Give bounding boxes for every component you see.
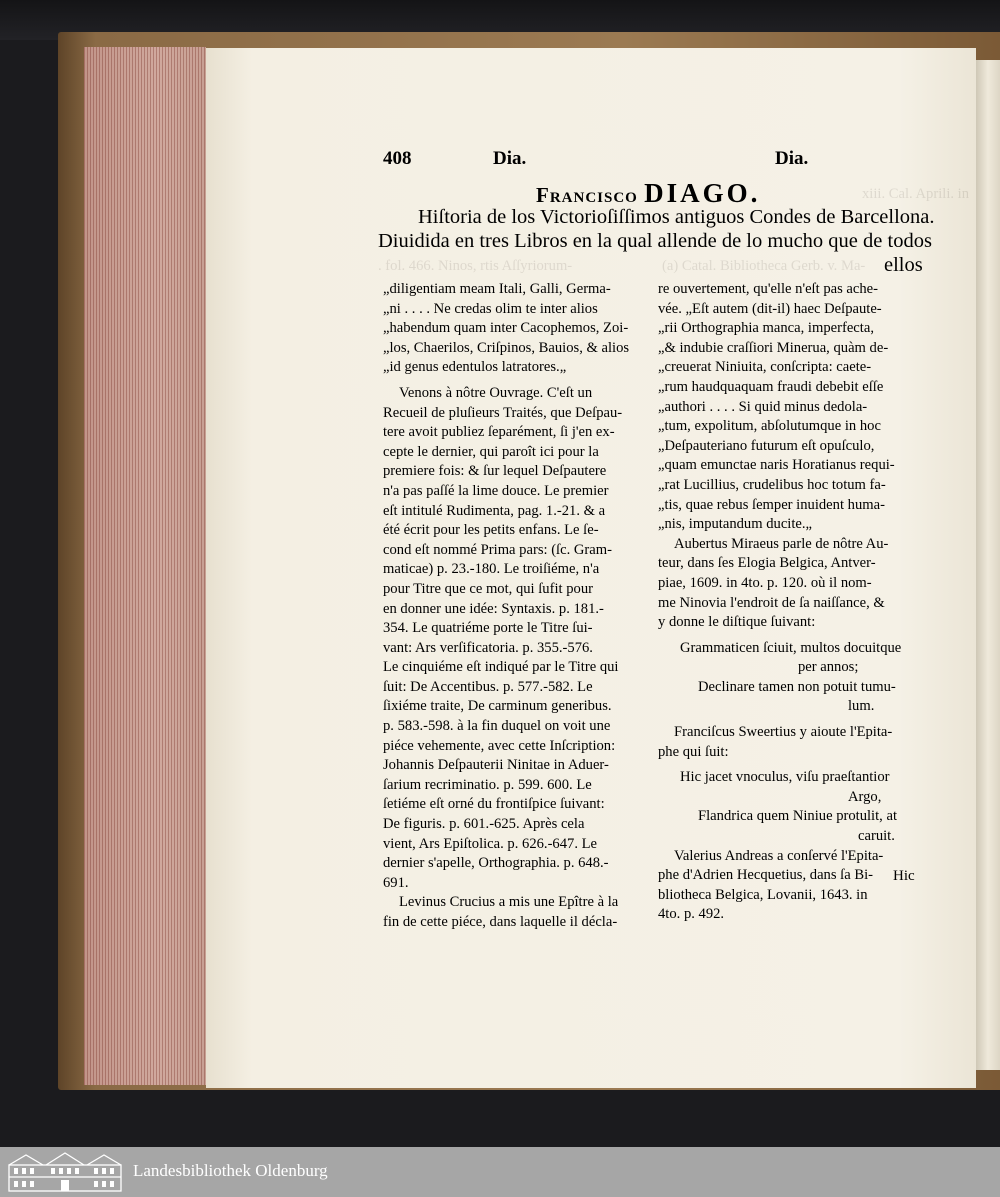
text-line: piéce vehemente, avec cette Inſcription: [383, 737, 616, 754]
text-line: vient, Ars Epiſtolica. p. 626.-647. Le [383, 835, 598, 852]
show-through-text: (a) Catal. Bibliotheca Gerb. v. Ma- [662, 258, 866, 274]
text-line: De figuris. p. 601.-625. Après cela [383, 816, 585, 833]
text-line: été écrit pour les petits enfans. Le ſe- [383, 522, 599, 539]
text-line: pour Titre que ce mot, qui ſufit pour [383, 580, 593, 597]
text-line: Aubertus Miraeus parle de nôtre Au- [674, 535, 889, 552]
text-line: phe d'Adrien Hecquetius, dans ſa Bi- [658, 867, 873, 884]
text-line: „diligentiam meam Itali, Galli, Germa- [383, 281, 611, 297]
text-line: Valerius Andreas a conſervé l'Epita- [674, 847, 884, 864]
text-line: en donner une idée: Syntaxis. p. 181.- [383, 600, 604, 617]
entry-author [536, 178, 760, 209]
entry-title-line-3: ellos [884, 254, 923, 276]
text-line: teur, dans ſes Elogia Belgica, Antver- [658, 555, 876, 572]
text-line: me Ninovia l'endroit de ſa naiſſance, & [658, 594, 885, 611]
text-line: dernier s'apelle, Orthographia. p. 648.- [383, 855, 609, 872]
text-line: 354. Le quatriéme porte le Titre ſui- [383, 620, 593, 637]
text-line: „quam emunctae naris Horatianus requi- [658, 457, 895, 474]
library-building-logo-icon [6, 1151, 124, 1193]
text-line: „nis, imputandum ducite.„ [658, 516, 813, 533]
left-column [383, 280, 641, 933]
text-line: „rum haudquaquam fraudi debebit eſſe [658, 378, 884, 395]
text-line: vée. „Eſt autem (dit-il) haec Deſpaute- [658, 300, 882, 317]
text-line: y donne le diſtique ſuivant: [658, 614, 816, 631]
verse-line: Argo, [848, 788, 882, 805]
text-line: „creuerat Niniuita, conſcripta: caete- [658, 359, 872, 376]
verse-line: Declinare tamen non potuit tumu- [698, 678, 896, 695]
text-line: bliotheca Belgica, Lovanii, 1643. in [658, 886, 868, 903]
text-line: eſt intitulé Rudimenta, pag. 1.-21. & a [383, 502, 606, 519]
verse-line: caruit. [858, 828, 895, 845]
verse-line: lum. [848, 698, 875, 715]
verse-line: per annos; [798, 659, 859, 676]
show-through-text: . fol. 466. Ninos, rtis Aſſyriorum- [378, 258, 573, 274]
author-last-name: DIAGO. [644, 178, 761, 208]
text-line: piae, 1609. in 4to. p. 120. où il nom- [658, 574, 872, 591]
text-line: „Deſpauteriano futurum eſt opuſculo, [658, 437, 875, 454]
entry-title-line-2: Diuidida en tres Libros en la qual allende de lo mucho que de todos [378, 230, 932, 252]
text-line: Franciſcus Sweertius y aioute l'Epita- [674, 724, 893, 741]
text-line: ſetiéme eſt orné du frontiſpice ſuivant: [383, 796, 605, 813]
text-line: „tum, expolitum, abſolutumque in hoc [658, 418, 881, 435]
text-line: „tis, quae rebus ſemper inuident huma- [658, 496, 885, 513]
text-line: vant: Ars verſificatoria. p. 355.-576. [383, 639, 593, 656]
right-column [658, 280, 920, 925]
text-line: cepte le dernier, qui paroît ici pour la [383, 443, 599, 460]
facing-page-edge [976, 60, 1000, 1070]
text-line: „ni . . . . Ne credas olim te inter alios [383, 300, 598, 317]
text-line: „rat Lucillius, crudelibus hoc totum fa- [658, 476, 886, 493]
text-line: maticae) p. 23.-180. Le troiſiéme, n'a [383, 561, 600, 578]
text-line: n'a pas paſſé la lime douce. Le premier [383, 482, 609, 499]
text-line: ſarium recriminatio. p. 599. 600. Le [383, 776, 592, 793]
author-first-name: Francisco [536, 183, 638, 207]
text-line: „habendum quam inter Cacophemos, Zoi- [383, 320, 629, 337]
text-line: re ouvertement, qu'elle n'eſt pas ache- [658, 281, 879, 297]
text-line: Johannis Deſpauterii Ninitae in Aduer- [383, 757, 609, 774]
text-line: p. 583.-598. à la fin duquel on voit une [383, 718, 611, 735]
running-head-left: Dia. [493, 148, 527, 169]
text-line: phe qui ſuit: [658, 743, 729, 760]
verse-line: Hic jacet vnoculus, viſu praeſtantior [680, 769, 890, 786]
text-line: „los, Chaerilos, Criſpinos, Bauios, & alios [383, 339, 630, 356]
text-line: fin de cette piéce, dans laquelle il décla- [383, 914, 618, 930]
text-line: 691. [383, 874, 409, 891]
text-line: „rii Orthographia manca, imperfecta, [658, 320, 874, 337]
entry-title-line-1: Hiſtoria de los Victorioſiſſimos antiguos Condes de Barcellona. [418, 206, 935, 228]
catchword: Hic [893, 868, 915, 884]
text-line: Levinus Crucius a mis une Epître à la [399, 894, 619, 911]
text-line: cond eſt nommé Prima pars: (ſc. Gram- [383, 541, 612, 558]
show-through-text: xiii. Cal. Aprili. in [862, 186, 970, 202]
footer-bar [0, 1147, 1000, 1197]
running-head-right: Dia. [775, 148, 809, 169]
text-line: „authori . . . . Si quid minus dedola- [658, 398, 868, 415]
verse-line: Grammaticen ſciuit, multos docuitque [680, 639, 902, 656]
text-line: Le cinquiéme eſt indiqué par le Titre qui [383, 659, 619, 676]
text-line: ſixiéme traite, De carminum generibus. [383, 698, 612, 715]
text-line: 4to. p. 492. [658, 906, 725, 923]
text-line: premiere fois: & ſur lequel Deſpautere [383, 463, 607, 480]
text-line: „id genus edentulos latratores.„ [383, 359, 567, 376]
verse-line: Flandrica quem Niniue protulit, at [698, 808, 897, 825]
text-line: „& indubie craſſiori Minerua, quàm de- [658, 339, 889, 356]
text-line: ſuit: De Accentibus. p. 577.-582. Le [383, 678, 593, 695]
text-line: Recueil de pluſieurs Traités, que Deſpau- [383, 404, 623, 421]
library-name: Landesbibliothek Oldenburg [133, 1161, 328, 1180]
text-line: tere avoit publiez ſeparément, ſi j'en ex- [383, 424, 615, 441]
page-number: 408 [383, 148, 412, 169]
text-line: Venons à nôtre Ouvrage. C'eſt un [399, 384, 593, 401]
page-edges [84, 47, 206, 1085]
